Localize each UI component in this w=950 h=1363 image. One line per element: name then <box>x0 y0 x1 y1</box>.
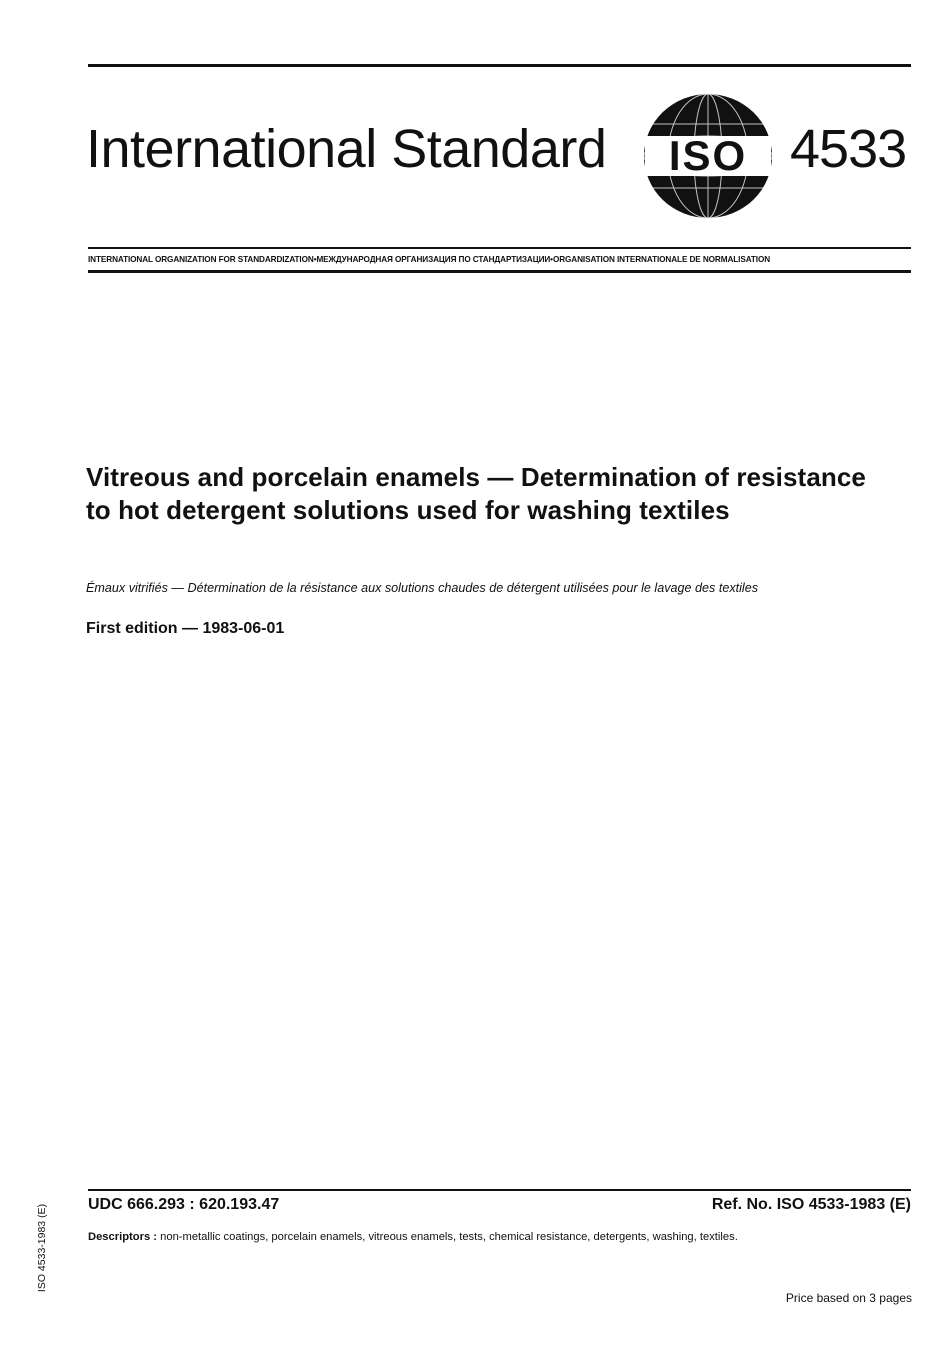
french-title: Émaux vitrifiés — Détermination de la résistance aux solutions chaudes de détergent utilisées pour le lavage des textiles <box>86 581 759 595</box>
reference-number: Ref. No. ISO 4533-1983 (E) <box>711 1196 911 1213</box>
descriptors-label: Descriptors : <box>88 1231 158 1243</box>
price-note: Price based on 3 pages <box>785 1291 912 1305</box>
org-rule-top <box>88 247 911 249</box>
udc-code: UDC 666.293 : 620.193.47 <box>88 1196 280 1213</box>
iso-logo-text: ISO <box>668 132 748 179</box>
iso-logo <box>641 92 775 220</box>
descriptors-list: non-metallic coatings, porcelain enamels, vitreous enamels, tests, chemical resistance, detergents, washing, textiles. <box>160 1231 738 1243</box>
org-rule-bottom <box>88 270 911 273</box>
top-rule <box>88 64 911 67</box>
footer-rule <box>88 1189 911 1191</box>
edition-date: First edition — 1983-06-01 <box>86 620 285 637</box>
document-title: Vitreous and porcelain enamels — Determination of resistance to hot detergent solutions used for washing textiles <box>86 462 866 525</box>
standard-heading: International Standard <box>86 119 607 179</box>
organization-names: INTERNATIONAL ORGANIZATION FOR STANDARDIZATION•МЕЖДУНАРОДНАЯ ОРГАНИЗАЦИЯ ПО СТАНДАРТИЗАЦИИ•ORGANISATION INTERNATIONALE DE NORMALISATION <box>88 255 771 264</box>
descriptors <box>88 1231 738 1243</box>
standard-number: 4533 <box>790 119 907 179</box>
side-reference: ISO 4533-1983 (E) <box>36 1203 48 1293</box>
